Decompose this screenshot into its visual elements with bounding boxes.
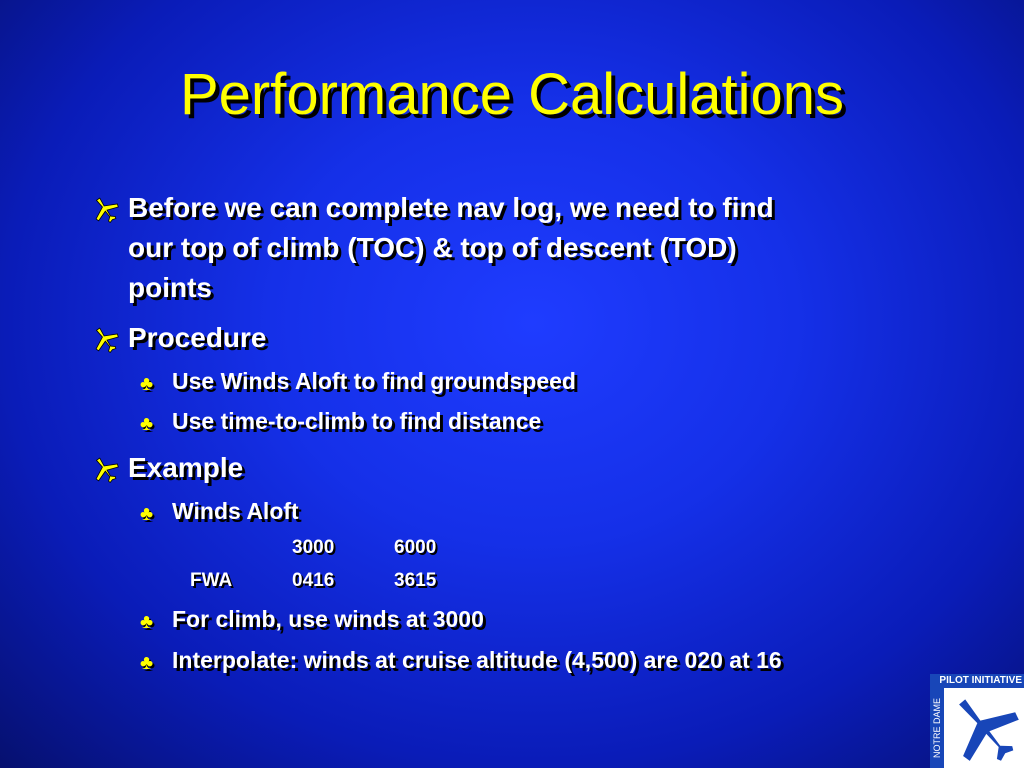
logo-top-text: PILOT INITIATIVE	[930, 674, 1024, 688]
winds-header-6000: 6000	[394, 537, 437, 558]
logo-side-text: NOTRE DAME	[932, 698, 942, 759]
pilot-initiative-logo	[930, 674, 1024, 768]
winds-header-3000: 3000	[292, 537, 335, 558]
bullet-line: Before we can complete nav log, we need to find	[128, 192, 774, 223]
sub-bullet-text: Use Winds Aloft to find groundspeed	[172, 368, 576, 394]
winds-station: FWA	[190, 570, 233, 591]
airplane-icon	[90, 194, 120, 224]
sub-bullet-text: Interpolate: winds at cruise altitude (4,500) are 020 at 16	[172, 647, 782, 673]
club-icon: ♣	[140, 373, 154, 395]
slide-title: Performance Calculations	[179, 62, 845, 127]
airplane-icon	[90, 454, 120, 484]
airplane-icon	[90, 324, 120, 354]
bullet-line: Procedure	[128, 322, 267, 353]
winds-value-6000: 3615	[394, 570, 437, 591]
club-icon: ♣	[140, 503, 154, 525]
winds-value-3000: 0416	[292, 570, 335, 591]
bullet-line: our top of climb (TOC) & top of descent (TOD)	[128, 232, 737, 263]
sub-bullet-text: For climb, use winds at 3000	[172, 606, 484, 632]
club-icon: ♣	[140, 413, 154, 435]
club-icon: ♣	[140, 652, 154, 674]
logo-side-band	[930, 688, 944, 768]
airplane-icon	[946, 690, 1022, 766]
sub-bullet-text: Use time-to-climb to find distance	[172, 408, 542, 434]
bullet-line: points	[128, 272, 212, 303]
sub-bullet-text: Winds Aloft	[172, 498, 299, 524]
club-icon: ♣	[140, 611, 154, 633]
bullet-line: Example	[128, 452, 244, 483]
